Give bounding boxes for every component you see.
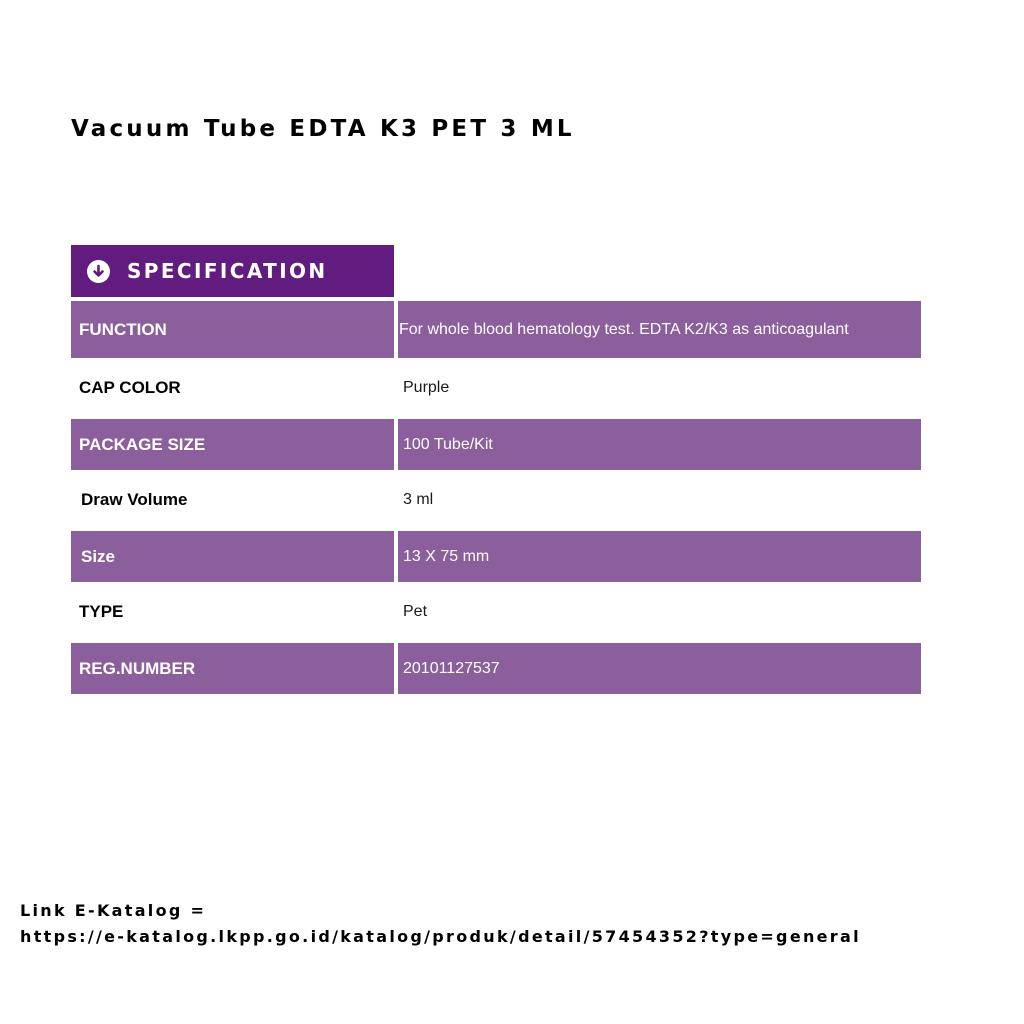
page-title: Vacuum Tube EDTA K3 PET 3 ML: [71, 116, 575, 142]
spec-value: 3 ml: [403, 491, 434, 508]
e-katalog-link-label: Link E-Katalog =: [20, 901, 207, 920]
spec-row-cap-color: [71, 362, 921, 414]
spec-label: CAP COLOR: [79, 378, 181, 397]
spec-value: 13 X 75 mm: [398, 531, 921, 582]
spec-value: 100 Tube/Kit: [398, 419, 921, 470]
spec-row-size: [71, 531, 921, 582]
spec-value: 20101127537: [398, 643, 921, 694]
spec-label: Draw Volume: [81, 490, 188, 509]
spec-value: Purple: [403, 379, 450, 396]
e-katalog-link-url[interactable]: https://e-katalog.lkpp.go.id/katalog/produk/detail/57454352?type=general: [20, 927, 861, 946]
spec-value: Pet: [403, 603, 428, 620]
spec-row-type: [71, 586, 921, 638]
spec-row-reg-number: [71, 643, 921, 694]
specification-title: SPECIFICATION: [127, 259, 328, 283]
specification-header: [71, 245, 394, 297]
spec-row-draw-volume: [71, 474, 921, 526]
spec-label: PACKAGE SIZE: [71, 419, 394, 470]
spec-label: FUNCTION: [71, 301, 394, 358]
spec-value: For whole blood hematology test. EDTA K2/K3 as anticoagulant: [398, 301, 921, 358]
spec-row-function: [71, 301, 921, 358]
arrow-down-circle-icon: [87, 260, 110, 283]
spec-label: REG.NUMBER: [71, 643, 394, 694]
spec-label: Size: [71, 531, 394, 582]
spec-label: TYPE: [79, 602, 124, 621]
spec-row-package-size: [71, 419, 921, 470]
e-katalog-link[interactable]: [20, 898, 861, 950]
